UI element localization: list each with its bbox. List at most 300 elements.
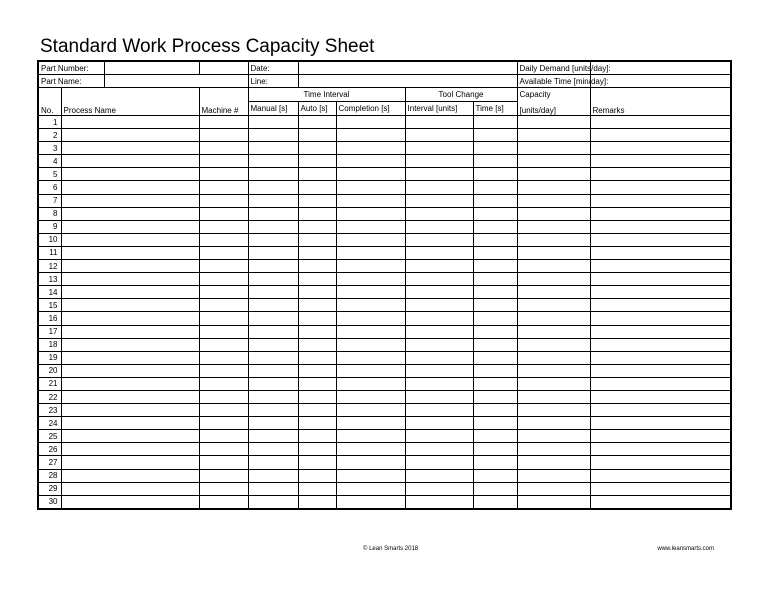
part-number-field[interactable]	[104, 61, 199, 75]
machine-cell[interactable]	[199, 351, 248, 364]
remarks-cell[interactable]	[590, 325, 731, 338]
time-cell[interactable]	[473, 168, 517, 181]
row-number: 10	[38, 233, 61, 246]
process-name-cell[interactable]	[61, 273, 199, 286]
table-row	[38, 142, 731, 155]
machine-cell[interactable]	[199, 273, 248, 286]
capacity-cell[interactable]	[517, 430, 590, 443]
time-cell[interactable]	[473, 299, 517, 312]
interval-cell[interactable]	[405, 246, 473, 259]
interval-cell[interactable]	[405, 469, 473, 482]
row-number: 12	[38, 260, 61, 273]
capacity-cell[interactable]	[517, 233, 590, 246]
manual-cell[interactable]	[248, 443, 298, 456]
machine-cell[interactable]	[199, 168, 248, 181]
capacity-cell[interactable]	[517, 495, 590, 509]
remarks-cell[interactable]	[590, 364, 731, 377]
completion-cell[interactable]	[336, 220, 405, 233]
completion-cell[interactable]	[336, 155, 405, 168]
completion-cell[interactable]	[336, 456, 405, 469]
manual-header: Manual [s]	[248, 102, 298, 116]
completion-cell[interactable]	[336, 299, 405, 312]
remarks-cell[interactable]	[590, 338, 731, 351]
remarks-header: Remarks	[590, 102, 731, 116]
machine-cell[interactable]	[199, 338, 248, 351]
manual-cell[interactable]	[248, 404, 298, 417]
manual-cell[interactable]	[248, 299, 298, 312]
remarks-cell[interactable]	[590, 469, 731, 482]
capacity-cell[interactable]	[517, 482, 590, 495]
machine-cell[interactable]	[199, 207, 248, 220]
interval-cell[interactable]	[405, 155, 473, 168]
completion-cell[interactable]	[336, 129, 405, 142]
interval-cell[interactable]	[405, 482, 473, 495]
row-number: 24	[38, 417, 61, 430]
machine-cell[interactable]	[199, 404, 248, 417]
interval-cell[interactable]	[405, 390, 473, 403]
capacity-cell[interactable]	[517, 417, 590, 430]
capacity-cell[interactable]	[517, 390, 590, 403]
machine-cell[interactable]	[199, 417, 248, 430]
machine-header: Machine #	[199, 102, 248, 116]
capacity-cell[interactable]	[517, 377, 590, 390]
auto-cell[interactable]	[298, 220, 336, 233]
remarks-cell[interactable]	[590, 142, 731, 155]
capacity-cell[interactable]	[517, 404, 590, 417]
process-name-cell[interactable]	[61, 430, 199, 443]
date-field[interactable]	[298, 61, 517, 75]
remarks-cell[interactable]	[590, 168, 731, 181]
time-cell[interactable]	[473, 417, 517, 430]
machine-cell[interactable]	[199, 456, 248, 469]
process-name-cell[interactable]	[61, 351, 199, 364]
completion-cell[interactable]	[336, 181, 405, 194]
row-number: 13	[38, 273, 61, 286]
manual-cell[interactable]	[248, 260, 298, 273]
manual-cell[interactable]	[248, 495, 298, 509]
completion-cell[interactable]	[336, 194, 405, 207]
machine-cell[interactable]	[199, 260, 248, 273]
machine-cell[interactable]	[199, 142, 248, 155]
process-name-cell[interactable]	[61, 364, 199, 377]
manual-cell[interactable]	[248, 286, 298, 299]
interval-cell[interactable]	[405, 404, 473, 417]
remarks-cell[interactable]	[590, 194, 731, 207]
remarks-cell[interactable]	[590, 155, 731, 168]
manual-cell[interactable]	[248, 456, 298, 469]
completion-cell[interactable]	[336, 430, 405, 443]
machine-cell[interactable]	[199, 233, 248, 246]
process-name-cell[interactable]	[61, 129, 199, 142]
manual-cell[interactable]	[248, 129, 298, 142]
auto-cell[interactable]	[298, 351, 336, 364]
manual-cell[interactable]	[248, 181, 298, 194]
remarks-cell[interactable]	[590, 312, 731, 325]
capacity-cell[interactable]	[517, 273, 590, 286]
process-name-cell[interactable]	[61, 260, 199, 273]
time-cell[interactable]	[473, 286, 517, 299]
interval-cell[interactable]	[405, 443, 473, 456]
process-name-cell[interactable]	[61, 299, 199, 312]
interval-header: Interval [units]	[405, 102, 473, 116]
process-name-cell[interactable]	[61, 312, 199, 325]
remarks-cell[interactable]	[590, 430, 731, 443]
auto-cell[interactable]	[298, 260, 336, 273]
manual-cell[interactable]	[248, 168, 298, 181]
completion-cell[interactable]	[336, 260, 405, 273]
capacity-cell[interactable]	[517, 142, 590, 155]
capacity-cell[interactable]	[517, 181, 590, 194]
time-cell[interactable]	[473, 260, 517, 273]
manual-cell[interactable]	[248, 194, 298, 207]
machine-cell[interactable]	[199, 469, 248, 482]
info-row-1	[38, 61, 731, 75]
capacity-cell[interactable]	[517, 246, 590, 259]
row-number: 27	[38, 456, 61, 469]
part-name-field[interactable]	[104, 75, 248, 88]
time-cell[interactable]	[473, 351, 517, 364]
completion-cell[interactable]	[336, 325, 405, 338]
table-row	[38, 155, 731, 168]
manual-cell[interactable]	[248, 430, 298, 443]
machine-cell[interactable]	[199, 364, 248, 377]
machine-cell[interactable]	[199, 390, 248, 403]
remarks-cell[interactable]	[590, 377, 731, 390]
time-cell[interactable]	[473, 443, 517, 456]
manual-cell[interactable]	[248, 246, 298, 259]
machine-cell[interactable]	[199, 286, 248, 299]
completion-cell[interactable]	[336, 246, 405, 259]
capacity-cell[interactable]	[517, 325, 590, 338]
remarks-cell[interactable]	[590, 260, 731, 273]
interval-cell[interactable]	[405, 495, 473, 509]
auto-cell[interactable]	[298, 443, 336, 456]
machine-cell[interactable]	[199, 181, 248, 194]
auto-cell[interactable]	[298, 390, 336, 403]
interval-cell[interactable]	[405, 116, 473, 129]
interval-cell[interactable]	[405, 299, 473, 312]
time-cell[interactable]	[473, 246, 517, 259]
process-name-cell[interactable]	[61, 417, 199, 430]
auto-cell[interactable]	[298, 377, 336, 390]
manual-cell[interactable]	[248, 417, 298, 430]
manual-cell[interactable]	[248, 155, 298, 168]
row-number: 5	[38, 168, 61, 181]
completion-cell[interactable]	[336, 495, 405, 509]
interval-cell[interactable]	[405, 207, 473, 220]
remarks-cell[interactable]	[590, 351, 731, 364]
machine-cell[interactable]	[199, 312, 248, 325]
completion-cell[interactable]	[336, 351, 405, 364]
capacity-cell[interactable]	[517, 312, 590, 325]
capacity-cell[interactable]	[517, 469, 590, 482]
time-cell[interactable]	[473, 142, 517, 155]
line-field[interactable]	[298, 75, 517, 88]
machine-cell[interactable]	[199, 116, 248, 129]
completion-cell[interactable]	[336, 417, 405, 430]
machine-cell[interactable]	[199, 194, 248, 207]
remarks-cell[interactable]	[590, 299, 731, 312]
manual-cell[interactable]	[248, 142, 298, 155]
manual-cell[interactable]	[248, 338, 298, 351]
remarks-cell[interactable]	[590, 495, 731, 509]
completion-cell[interactable]	[336, 364, 405, 377]
daily-demand-field[interactable]	[590, 61, 731, 75]
daily-demand-label: Daily Demand [units/day]:	[517, 61, 590, 75]
capacity-cell[interactable]	[517, 116, 590, 129]
remarks-cell[interactable]	[590, 116, 731, 129]
time-cell[interactable]	[473, 390, 517, 403]
completion-cell[interactable]	[336, 207, 405, 220]
completion-cell[interactable]	[336, 312, 405, 325]
remarks-cell[interactable]	[590, 390, 731, 403]
time-cell[interactable]	[473, 233, 517, 246]
auto-cell[interactable]	[298, 155, 336, 168]
interval-cell[interactable]	[405, 377, 473, 390]
interval-cell[interactable]	[405, 142, 473, 155]
remarks-cell[interactable]	[590, 417, 731, 430]
interval-cell[interactable]	[405, 220, 473, 233]
completion-cell[interactable]	[336, 338, 405, 351]
completion-header: Completion [s]	[336, 102, 405, 116]
time-cell[interactable]	[473, 116, 517, 129]
auto-cell[interactable]	[298, 430, 336, 443]
table-row	[38, 181, 731, 194]
auto-cell[interactable]	[298, 364, 336, 377]
capacity-cell[interactable]	[517, 260, 590, 273]
remarks-cell[interactable]	[590, 286, 731, 299]
completion-cell[interactable]	[336, 116, 405, 129]
remarks-cell[interactable]	[590, 129, 731, 142]
capacity-cell[interactable]	[517, 338, 590, 351]
interval-cell[interactable]	[405, 168, 473, 181]
completion-cell[interactable]	[336, 273, 405, 286]
interval-cell[interactable]	[405, 273, 473, 286]
auto-cell[interactable]	[298, 417, 336, 430]
machine-cell[interactable]	[199, 155, 248, 168]
interval-cell[interactable]	[405, 351, 473, 364]
auto-cell[interactable]	[298, 482, 336, 495]
time-cell[interactable]	[473, 456, 517, 469]
auto-cell[interactable]	[298, 312, 336, 325]
manual-cell[interactable]	[248, 220, 298, 233]
machine-cell[interactable]	[199, 220, 248, 233]
process-name-cell[interactable]	[61, 286, 199, 299]
time-cell[interactable]	[473, 482, 517, 495]
auto-cell[interactable]	[298, 246, 336, 259]
part-number-field-extra[interactable]	[199, 61, 248, 75]
available-time-field[interactable]	[590, 75, 731, 88]
interval-cell[interactable]	[405, 286, 473, 299]
manual-cell[interactable]	[248, 364, 298, 377]
completion-cell[interactable]	[336, 404, 405, 417]
completion-cell[interactable]	[336, 482, 405, 495]
completion-cell[interactable]	[336, 377, 405, 390]
capacity-cell[interactable]	[517, 194, 590, 207]
capacity-cell[interactable]	[517, 456, 590, 469]
time-cell[interactable]	[473, 194, 517, 207]
remarks-cell[interactable]	[590, 273, 731, 286]
remarks-cell[interactable]	[590, 443, 731, 456]
auto-cell[interactable]	[298, 325, 336, 338]
interval-cell[interactable]	[405, 364, 473, 377]
process-name-cell[interactable]	[61, 469, 199, 482]
process-name-cell[interactable]	[61, 443, 199, 456]
time-cell[interactable]	[473, 273, 517, 286]
machine-cell[interactable]	[199, 325, 248, 338]
auto-cell[interactable]	[298, 273, 336, 286]
manual-cell[interactable]	[248, 325, 298, 338]
interval-cell[interactable]	[405, 417, 473, 430]
process-name-cell[interactable]	[61, 207, 199, 220]
manual-cell[interactable]	[248, 207, 298, 220]
auto-cell[interactable]	[298, 404, 336, 417]
completion-cell[interactable]	[336, 286, 405, 299]
interval-cell[interactable]	[405, 233, 473, 246]
remarks-cell[interactable]	[590, 404, 731, 417]
manual-cell[interactable]	[248, 312, 298, 325]
manual-cell[interactable]	[248, 116, 298, 129]
capacity-cell[interactable]	[517, 351, 590, 364]
remarks-cell[interactable]	[590, 482, 731, 495]
process-name-cell[interactable]	[61, 155, 199, 168]
process-name-cell[interactable]	[61, 404, 199, 417]
process-name-cell[interactable]	[61, 390, 199, 403]
auto-cell[interactable]	[298, 299, 336, 312]
auto-cell[interactable]	[298, 129, 336, 142]
machine-cell[interactable]	[199, 430, 248, 443]
machine-cell[interactable]	[199, 299, 248, 312]
interval-cell[interactable]	[405, 325, 473, 338]
interval-cell[interactable]	[405, 260, 473, 273]
completion-cell[interactable]	[336, 142, 405, 155]
time-cell[interactable]	[473, 207, 517, 220]
table-row	[38, 233, 731, 246]
time-cell[interactable]	[473, 155, 517, 168]
machine-cell[interactable]	[199, 129, 248, 142]
time-cell[interactable]	[473, 181, 517, 194]
table-row	[38, 338, 731, 351]
time-cell[interactable]	[473, 377, 517, 390]
process-name-cell[interactable]	[61, 495, 199, 509]
manual-cell[interactable]	[248, 482, 298, 495]
remarks-cell[interactable]	[590, 181, 731, 194]
table-row	[38, 443, 731, 456]
capacity-cell[interactable]	[517, 364, 590, 377]
completion-cell[interactable]	[336, 443, 405, 456]
remarks-cell[interactable]	[590, 233, 731, 246]
auto-cell[interactable]	[298, 207, 336, 220]
process-name-cell[interactable]	[61, 325, 199, 338]
interval-cell[interactable]	[405, 456, 473, 469]
machine-cell[interactable]	[199, 246, 248, 259]
time-cell[interactable]	[473, 325, 517, 338]
process-name-cell[interactable]	[61, 194, 199, 207]
manual-cell[interactable]	[248, 351, 298, 364]
process-name-cell[interactable]	[61, 377, 199, 390]
interval-cell[interactable]	[405, 194, 473, 207]
process-name-cell[interactable]	[61, 338, 199, 351]
completion-cell[interactable]	[336, 390, 405, 403]
capacity-cell[interactable]	[517, 286, 590, 299]
process-name-cell[interactable]	[61, 233, 199, 246]
machine-cell[interactable]	[199, 443, 248, 456]
capacity-cell[interactable]	[517, 299, 590, 312]
process-name-cell[interactable]	[61, 482, 199, 495]
auto-cell[interactable]	[298, 181, 336, 194]
interval-cell[interactable]	[405, 430, 473, 443]
completion-cell[interactable]	[336, 168, 405, 181]
auto-cell[interactable]	[298, 233, 336, 246]
auto-cell[interactable]	[298, 469, 336, 482]
process-name-cell[interactable]	[61, 116, 199, 129]
machine-cell[interactable]	[199, 482, 248, 495]
time-cell[interactable]	[473, 495, 517, 509]
auto-cell[interactable]	[298, 495, 336, 509]
completion-cell[interactable]	[336, 233, 405, 246]
auto-cell[interactable]	[298, 168, 336, 181]
manual-cell[interactable]	[248, 469, 298, 482]
auto-cell[interactable]	[298, 338, 336, 351]
time-cell[interactable]	[473, 129, 517, 142]
part-number-label: Part Number:	[38, 61, 104, 75]
process-name-cell[interactable]	[61, 181, 199, 194]
remarks-cell[interactable]	[590, 220, 731, 233]
manual-cell[interactable]	[248, 273, 298, 286]
table-row	[38, 207, 731, 220]
time-cell[interactable]	[473, 430, 517, 443]
manual-cell[interactable]	[248, 233, 298, 246]
time-cell[interactable]	[473, 469, 517, 482]
process-name-cell[interactable]	[61, 142, 199, 155]
time-cell[interactable]	[473, 404, 517, 417]
remarks-cell[interactable]	[590, 207, 731, 220]
interval-cell[interactable]	[405, 338, 473, 351]
table-row	[38, 299, 731, 312]
capacity-cell[interactable]	[517, 129, 590, 142]
interval-cell[interactable]	[405, 312, 473, 325]
capacity-cell[interactable]	[517, 207, 590, 220]
time-cell[interactable]	[473, 312, 517, 325]
process-name-cell[interactable]	[61, 220, 199, 233]
process-name-cell[interactable]	[61, 456, 199, 469]
process-name-cell[interactable]	[61, 168, 199, 181]
capacity-cell[interactable]	[517, 168, 590, 181]
remarks-cell[interactable]	[590, 456, 731, 469]
time-cell[interactable]	[473, 220, 517, 233]
auto-cell[interactable]	[298, 142, 336, 155]
auto-cell[interactable]	[298, 116, 336, 129]
remarks-cell[interactable]	[590, 246, 731, 259]
time-cell[interactable]	[473, 364, 517, 377]
time-cell[interactable]	[473, 338, 517, 351]
manual-cell[interactable]	[248, 390, 298, 403]
capacity-cell[interactable]	[517, 443, 590, 456]
machine-cell[interactable]	[199, 495, 248, 509]
auto-cell[interactable]	[298, 194, 336, 207]
machine-cell[interactable]	[199, 377, 248, 390]
completion-cell[interactable]	[336, 469, 405, 482]
capacity-cell[interactable]	[517, 155, 590, 168]
manual-cell[interactable]	[248, 377, 298, 390]
auto-cell[interactable]	[298, 286, 336, 299]
interval-cell[interactable]	[405, 129, 473, 142]
interval-cell[interactable]	[405, 181, 473, 194]
process-name-cell[interactable]	[61, 246, 199, 259]
process-name-header: Process Name	[61, 102, 199, 116]
auto-cell[interactable]	[298, 456, 336, 469]
capacity-cell[interactable]	[517, 220, 590, 233]
